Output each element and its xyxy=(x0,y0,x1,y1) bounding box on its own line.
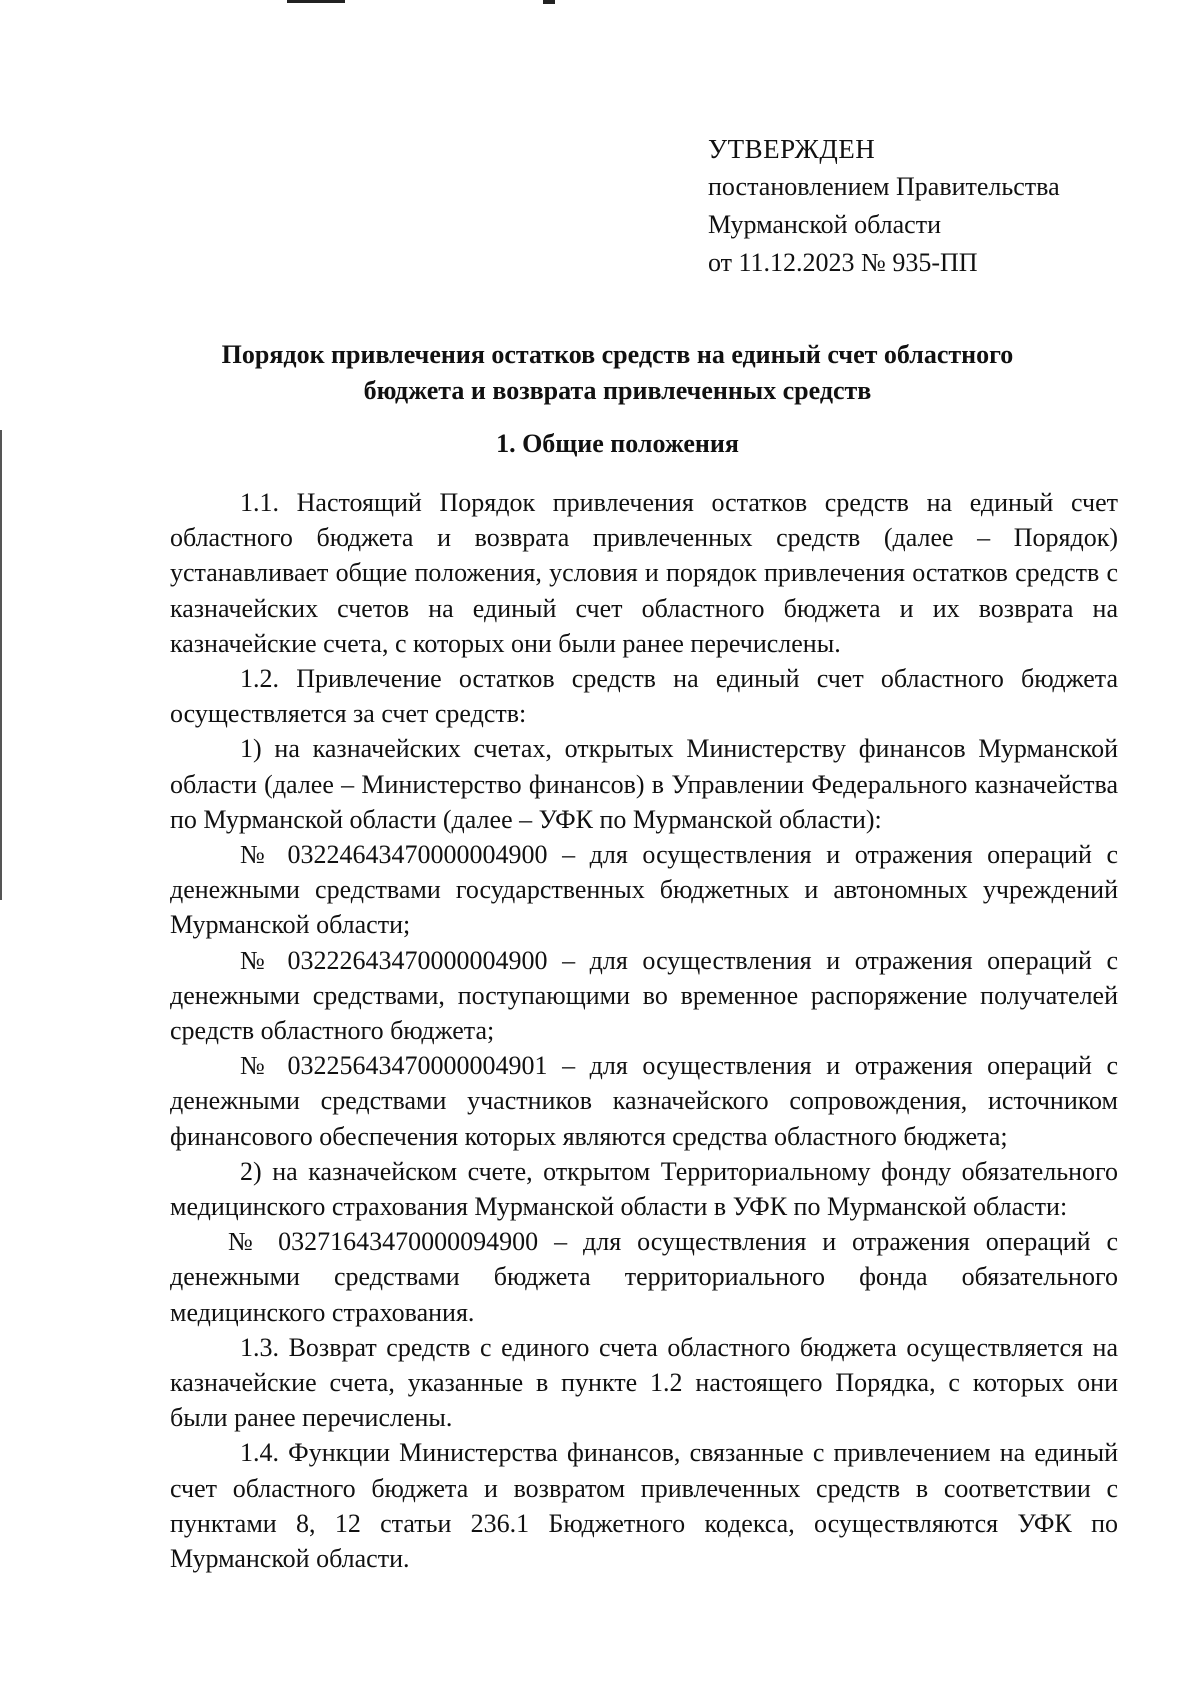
paragraph-1-4: 1.4. Функции Министерства финансов, связанные с привлечением на единый счет областного бюджета и возвратом привлеченных средств в соответствии с пунктами 8, 12 статьи 236.1 Бюджетного кодекса, осуществляются УФК по Мурманской области. xyxy=(170,1438,1118,1574)
paragraph-item-1: 1) на казначейских счетах, открытых Министерству финансов Мурманской области (далее – Министерство финансов) в Управлении Федерального казначейства по Мурманской области (далее – УФК по Мурманской области): xyxy=(170,734,1118,834)
paragraph-1-2: 1.2. Привлечение остатков средств на единый счет областного бюджета осуществляется за счет средств: xyxy=(170,664,1118,729)
scan-edge xyxy=(0,430,2,900)
paragraph-account-4: № 03271643470000094900 – для осуществления и отражения операций с денежными средствами бюджета территориального фонда обязательного медицинского страхования. xyxy=(170,1227,1118,1327)
document-body xyxy=(170,485,1118,1576)
approval-block xyxy=(708,130,1178,282)
approval-line: постановлением Правительства xyxy=(708,172,1060,201)
approval-line: Мурманской области xyxy=(708,210,941,239)
scan-artifact xyxy=(287,0,345,3)
approval-title: УТВЕРЖДЕН xyxy=(708,134,876,164)
document-title xyxy=(150,337,1085,409)
paragraph-item-2: 2) на казначейском счете, открытом Территориальному фонду обязательного медицинского страхования Мурманской области в УФК по Мурманской области: xyxy=(170,1156,1118,1222)
paragraph-account-3: № 03225643470000004901 – для осуществления и отражения операций с денежными средствами участников казначейского сопровождения, источником финансового обеспечения которых являются средства областного бюджета; xyxy=(170,1051,1118,1151)
paragraph-1-1: 1.1. Настоящий Порядок привлечения остатков средств на единый счет областного бюджета и возврата привлеченных средств (далее – Порядок) устанавливает общие положения, условия и порядок привлечения остатков средств с казначейских счетов на единый счет областного бюджета и их возврата на казначейские счета, с которых они были ранее перечислены. xyxy=(170,488,1118,658)
paragraph-1-3: 1.3. Возврат средств с единого счета областного бюджета осуществляется на казначейские счета, указанные в пункте 1.2 настоящего Порядка, с которых они были ранее перечислены. xyxy=(170,1332,1118,1433)
approval-date: от 11.12.2023 № 935-ПП xyxy=(708,248,978,277)
title-line: Порядок привлечения остатков средств на единый счет областного xyxy=(221,340,1014,369)
title-line: бюджета и возврата привлеченных средств xyxy=(363,376,872,405)
paragraph-account-1: № 03224643470000004900 – для осуществления и отражения операций с денежными средствами государственных бюджетных и автономных учреждений Мурманской области; xyxy=(170,840,1118,940)
section-heading: 1. Общие положения xyxy=(496,429,739,458)
scan-artifact xyxy=(543,0,555,4)
paragraph-account-2: № 03222643470000004900 – для осуществления и отражения операций с денежными средствами, поступающими во временное распоряжение получателей средств областного бюджета; xyxy=(170,945,1118,1046)
